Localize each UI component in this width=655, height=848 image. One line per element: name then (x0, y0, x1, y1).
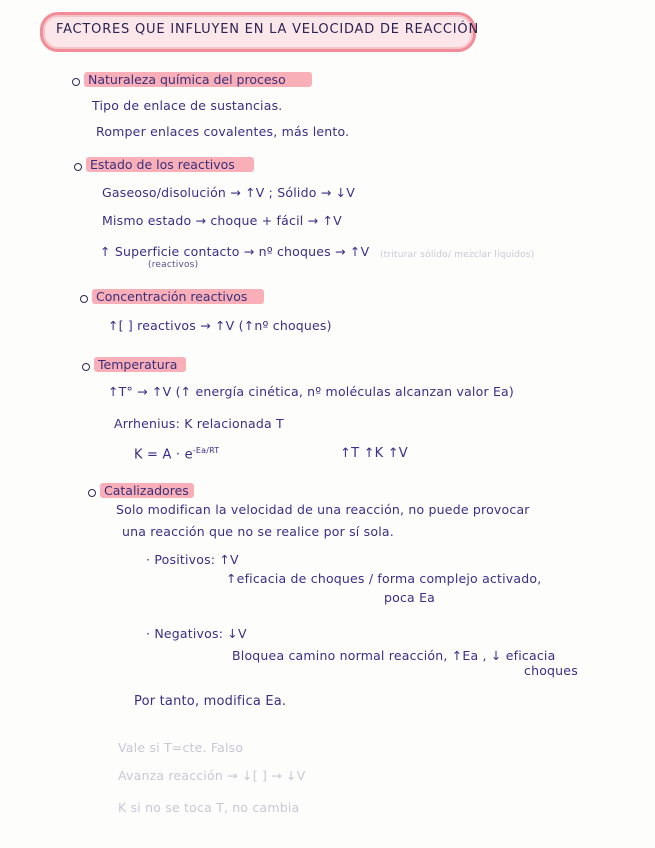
negativos-label: · Negativos: ↓V (146, 626, 247, 641)
heading-estado: Estado de los reactivos (90, 157, 235, 172)
positivos-desc-1: ↑eficacia de choques / forma complejo activado, (226, 571, 542, 586)
temperatura-summary: ↑T ↑K ↑V (340, 446, 408, 461)
concentracion-line-1: ↑[ ] reactivos → ↑V (↑nº choques) (108, 318, 332, 333)
formula-main: K = A · e (134, 447, 193, 463)
bullet-icon (88, 489, 96, 497)
conclusion: Por tanto, modifica Ea. (134, 694, 287, 709)
faint-line-3: K si no se toca T, no cambia (118, 800, 300, 815)
estado-line-2: Mismo estado → choque + fácil → ↑V (102, 213, 342, 228)
heading-concentracion: Concentración reactivos (96, 289, 248, 304)
negativos-desc-2: choques (524, 663, 578, 678)
arrhenius-formula (134, 446, 219, 462)
catalizadores-line-1: Solo modifican la velocidad de una reacción, no puede provocar (116, 502, 530, 517)
catalizadores-line-2: una reacción que no se realice por sí sola. (122, 524, 394, 539)
page-title: FACTORES QUE INFLUYEN EN LA VELOCIDAD DE REACCIÓN (56, 22, 479, 37)
heading-naturaleza: Naturaleza química del proceso (88, 72, 286, 87)
estado-line-1: Gaseoso/disolución → ↑V ; Sólido → ↓V (102, 185, 356, 200)
faint-line-2: Avanza reacción → ↓[ ] → ↓V (118, 768, 306, 783)
temperatura-line-2: Arrhenius: K relacionada T (114, 416, 284, 431)
bullet-icon (80, 295, 88, 303)
temperatura-line-1: ↑T° → ↑V (↑ energía cinética, nº moléculas alcanzan valor Ea) (108, 384, 514, 399)
heading-catalizadores: Catalizadores (104, 483, 189, 498)
naturaleza-line-1: Tipo de enlace de sustancias. (92, 98, 283, 113)
estado-line-3-sub: (reactivos) (148, 260, 199, 270)
negativos-desc-1: Bloquea camino normal reacción, ↑Ea , ↓ eficacia (232, 648, 556, 663)
faint-line-1: Vale si T=cte. Falso (118, 740, 244, 755)
bullet-icon (82, 363, 90, 371)
positivos-label: · Positivos: ↑V (146, 552, 239, 567)
bullet-icon (72, 78, 80, 86)
formula-exponent: -Ea/RT (192, 446, 220, 455)
bullet-icon (74, 163, 82, 171)
estado-line-3-note: (triturar sólido/ mezclar líquidos) (380, 250, 535, 260)
heading-temperatura: Temperatura (98, 357, 178, 372)
estado-line-3: ↑ Superficie contacto → nº choques → ↑V (100, 244, 370, 259)
naturaleza-line-2: Romper enlaces covalentes, más lento. (96, 124, 350, 139)
positivos-desc-2: poca Ea (384, 590, 436, 605)
